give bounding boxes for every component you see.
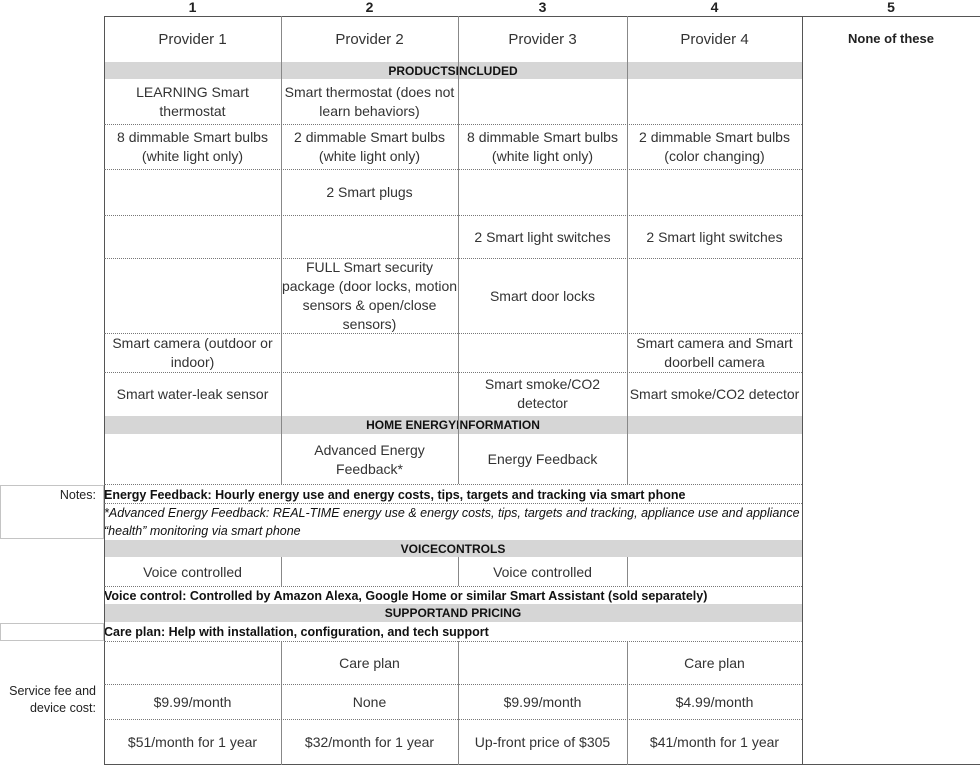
table-cell: $9.99/month (153, 693, 232, 710)
table-cell (104, 170, 281, 215)
column-number-2: 2 (365, 0, 374, 15)
table-cell (281, 373, 458, 415)
table-cell: 2 dimmable Smart bulbs (color changing) (639, 129, 790, 164)
provider-4-header: Provider 4 (680, 30, 749, 48)
table-cell (627, 80, 802, 124)
section-voice: VOICECONTROLS (104, 540, 802, 557)
table-cell: Smart water-leak sensor (116, 385, 269, 402)
table-cell (281, 216, 458, 258)
column-number-5: 5 (887, 0, 895, 15)
table-cell: Voice controlled (143, 563, 242, 580)
advanced-feedback-note: *Advanced Energy Feedback: REAL-TIME energy use & energy costs, tips, targets and tracking, appliance use and appliance “health” monitoring via smart phone (104, 506, 800, 538)
care-label-box (0, 623, 104, 641)
section-support: SUPPORTAND PRICING (104, 604, 802, 622)
table-cell (627, 259, 802, 333)
column-number-1: 1 (188, 0, 197, 15)
table-cell: 8 dimmable Smart bulbs (white light only) (467, 129, 618, 164)
notes-label: Notes: (59, 488, 96, 502)
table-cell: Care plan (684, 654, 745, 671)
energy-feedback-note: Energy Feedback: Hourly energy use and energy costs, tips, targets and tracking via smart phone (104, 488, 686, 502)
none-of-these-label: None of these (848, 31, 934, 46)
table-cell: Care plan (339, 654, 400, 671)
table-cell: 2 dimmable Smart bulbs (white light only) (294, 129, 445, 164)
table-cell (627, 435, 802, 484)
provider-1-header: Provider 1 (158, 30, 227, 48)
table-cell: Energy Feedback (487, 451, 598, 467)
table-cell: Advanced Energy Feedback* (314, 441, 425, 477)
table-cell: $9.99/month (503, 693, 582, 710)
table-cell: Smart smoke/CO2 detector (484, 376, 601, 411)
table-cell (458, 80, 627, 124)
section-energy: HOME ENERGYINFORMATION (104, 416, 802, 434)
table-cell: Smart smoke/CO2 detector (629, 385, 800, 402)
table-cell (281, 558, 458, 586)
table-cell: $32/month for 1 year (304, 733, 435, 750)
table-cell: 2 Smart light switches (646, 228, 783, 245)
provider-3-header: Provider 3 (508, 30, 577, 48)
table-cell: LEARNING Smart thermostat (136, 84, 249, 119)
table-cell (627, 558, 802, 586)
table-cell (627, 170, 802, 215)
voice-control-note: Voice control: Controlled by Amazon Alexa, Google Home or similar Smart Assistant (sold separately) (104, 589, 708, 603)
table-cell (104, 642, 281, 684)
table-cell (104, 435, 281, 484)
table-cell: Smart thermostat (does not learn behaviors) (284, 84, 455, 119)
table-cell: None (352, 693, 387, 710)
table-cell: Voice controlled (493, 563, 592, 580)
table-cell: FULL Smart security package (door locks, motion sensors & open/close sensors) (281, 259, 458, 332)
provider-2-header: Provider 2 (335, 30, 404, 48)
column-number-3: 3 (538, 0, 547, 15)
column-number-4: 4 (710, 0, 719, 15)
table-cell: $4.99/month (675, 693, 754, 710)
table-cell: Smart camera and Smart doorbell camera (636, 335, 793, 370)
table-cell: Up-front price of $305 (474, 733, 611, 750)
table-cell: $41/month for 1 year (649, 733, 780, 750)
table-cell: Smart camera (outdoor or indoor) (112, 335, 273, 370)
care-plan-note: Care plan: Help with installation, configuration, and tech support (104, 625, 489, 639)
table-cell: 2 Smart plugs (326, 184, 413, 200)
table-cell: 8 dimmable Smart bulbs (white light only) (117, 129, 268, 164)
table-cell (281, 334, 458, 372)
table-cell: 2 Smart light switches (474, 228, 611, 245)
table-cell (104, 259, 281, 333)
section-products: PRODUCTSINCLUDED (104, 62, 802, 79)
service-fee-label: Service fee and device cost: (9, 684, 96, 715)
table-cell: Smart door locks (489, 287, 596, 304)
table-cell (458, 642, 627, 684)
table-cell (458, 170, 627, 215)
table-cell: $51/month for 1 year (127, 733, 258, 750)
table-cell (458, 334, 627, 372)
table-cell (104, 216, 281, 258)
